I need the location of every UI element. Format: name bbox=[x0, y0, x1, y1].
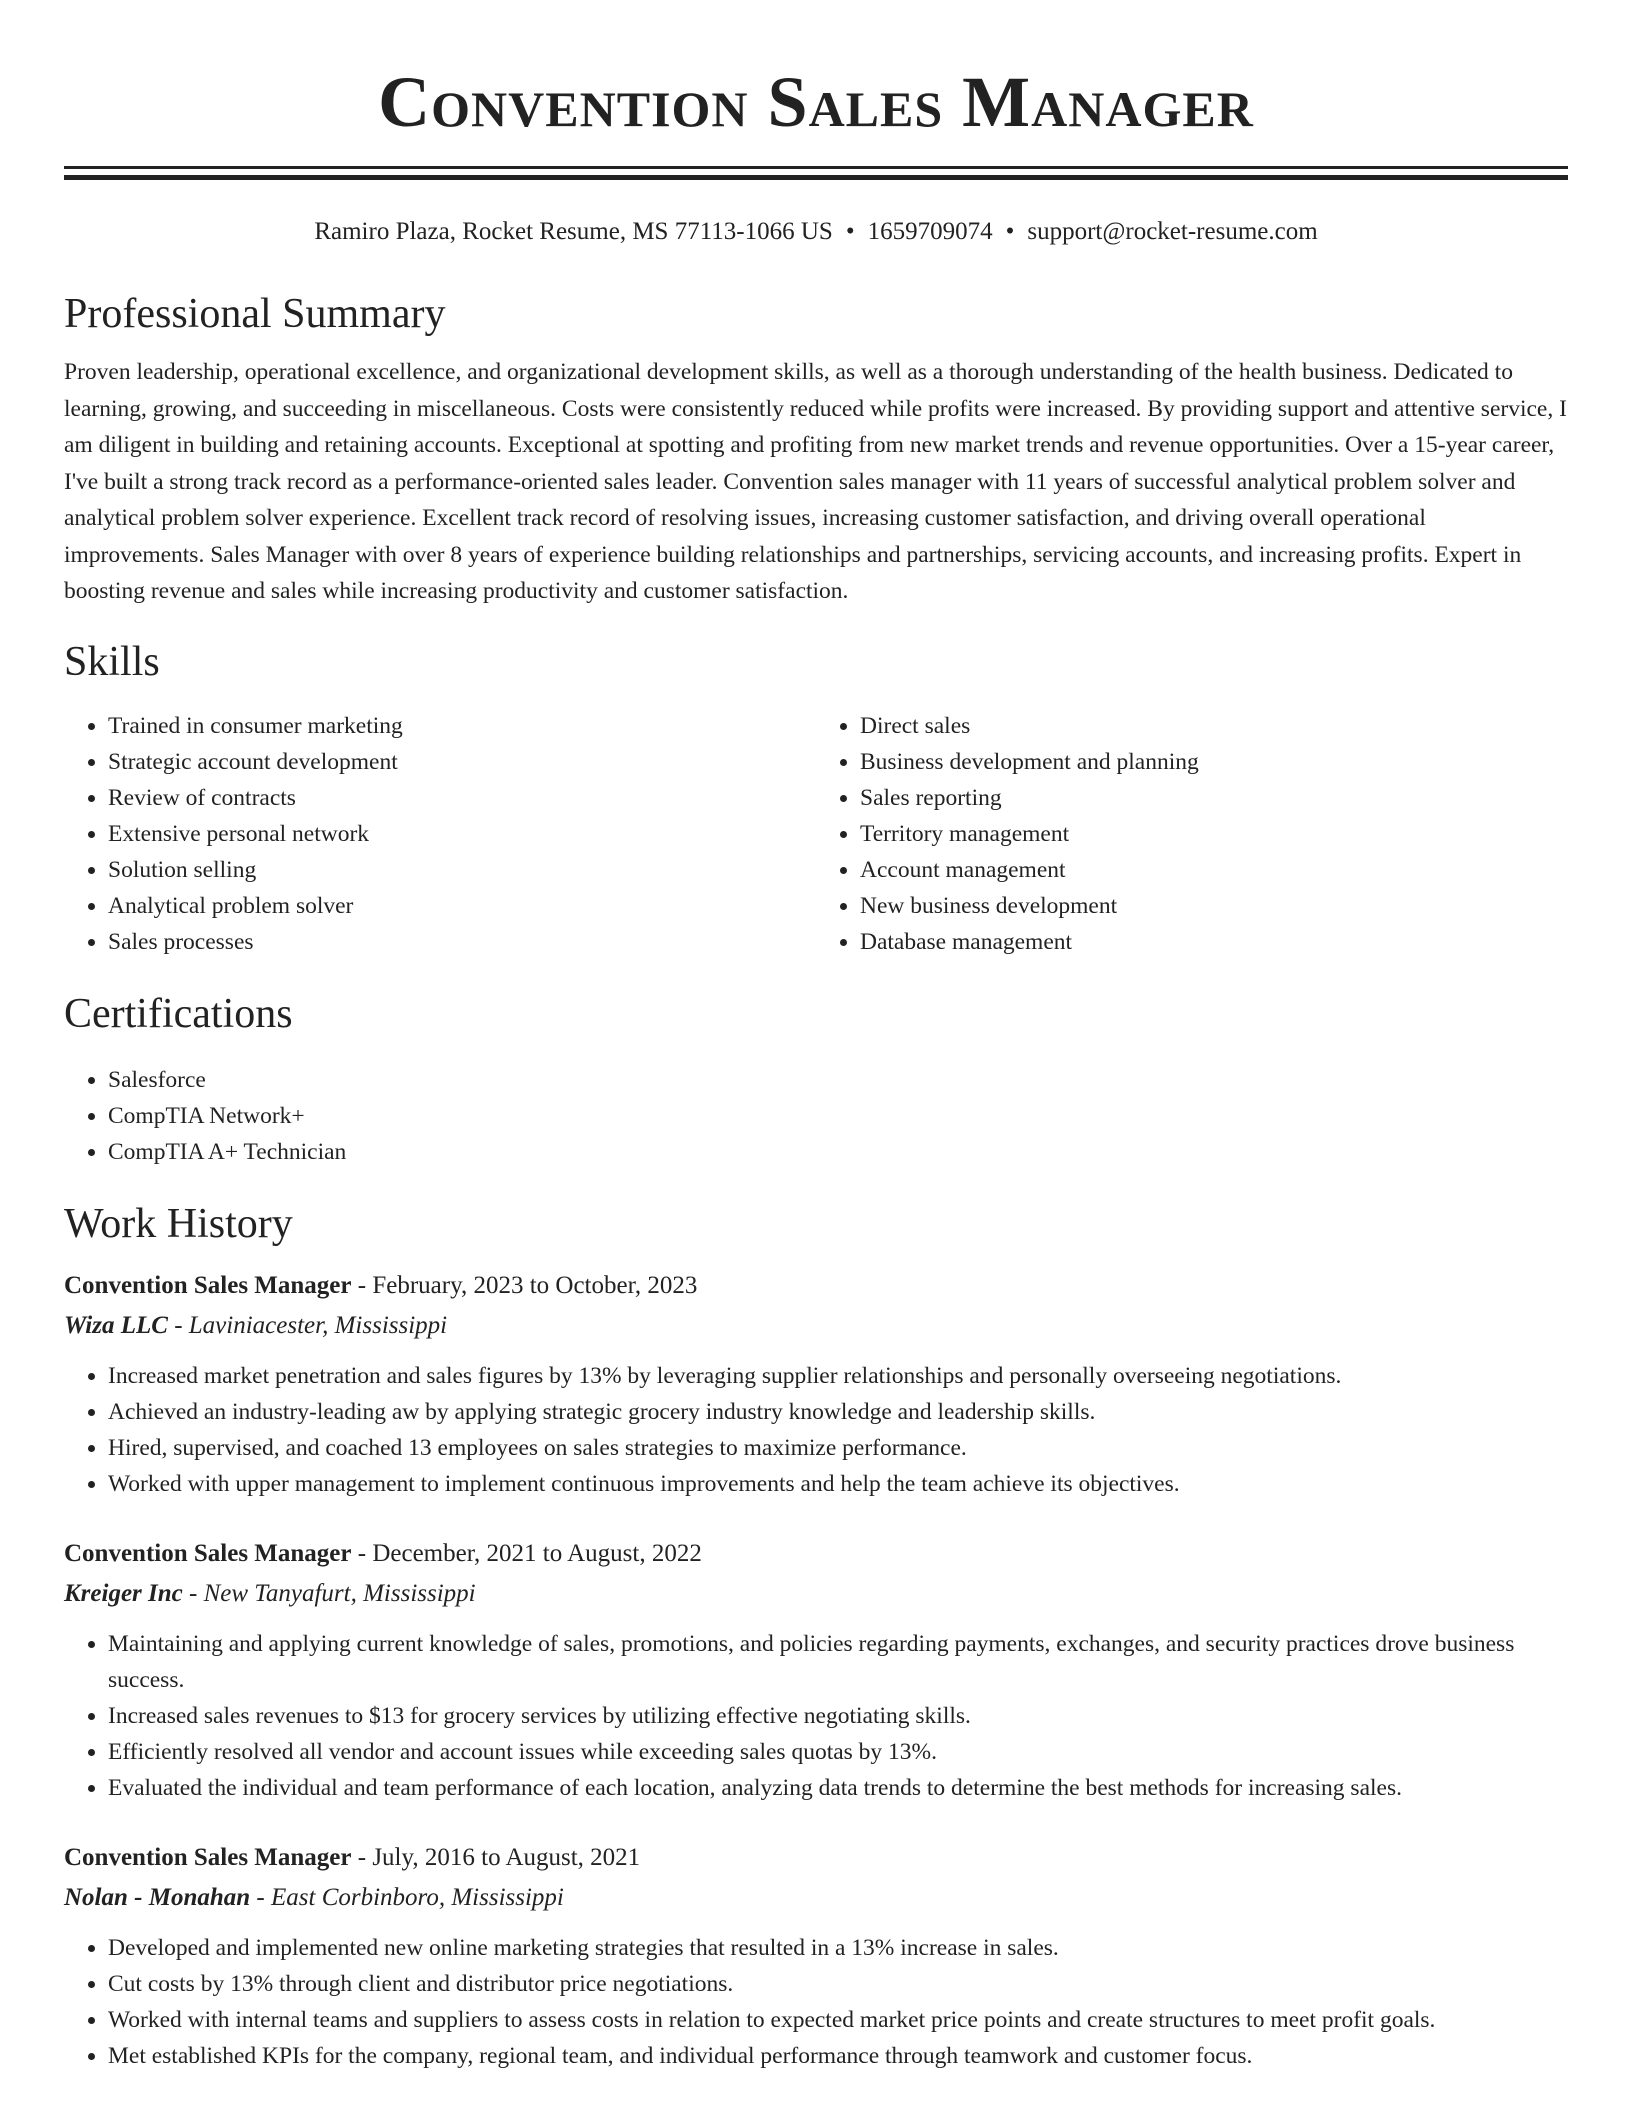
job-entry bbox=[64, 1534, 1568, 1806]
contact-line bbox=[64, 216, 1568, 248]
certification-item: • CompTIA A+ Technician bbox=[108, 1134, 1568, 1170]
title-rule-thin bbox=[64, 166, 1568, 169]
skill-item: • Trained in consumer marketing bbox=[108, 708, 816, 744]
skill-item: • Analytical problem solver bbox=[108, 888, 816, 924]
job-title: Convention Sales Manager bbox=[64, 1271, 352, 1299]
contact-address: Ramiro Plaza, Rocket Resume, MS 77113-1066 US bbox=[314, 218, 833, 245]
contact-separator: • bbox=[1005, 218, 1015, 245]
certification-item: • CompTIA Network+ bbox=[108, 1098, 1568, 1134]
skill-item: • Direct sales bbox=[860, 708, 1568, 744]
contact-separator: • bbox=[845, 218, 855, 245]
job-dates: February, 2023 to October, 2023 bbox=[372, 1271, 698, 1299]
contact-phone: 1659709074 bbox=[867, 218, 993, 245]
job-bullet: • Increased sales revenues to $13 for grocery services by utilizing effective negotiating skills. bbox=[108, 1698, 1568, 1734]
skill-item: • Sales reporting bbox=[860, 780, 1568, 816]
job-bullet: • Achieved an industry-leading aw by applying strategic grocery industry knowledge and leadership skills. bbox=[108, 1394, 1568, 1430]
job-bullet: • Worked with upper management to implement continuous improvements and help the team achieve its objectives. bbox=[108, 1466, 1568, 1502]
skill-item: • Sales processes bbox=[108, 924, 816, 960]
job-company-line: Wiza LLC - Laviniacester, Mississippi bbox=[64, 1311, 448, 1339]
skill-item: • Review of contracts bbox=[108, 780, 816, 816]
work-history-heading: Work History bbox=[64, 1200, 293, 1247]
summary-text: Proven leadership, operational excellence, and organizational development skills, as well as a thorough understanding of the health business. Dedicated to learning, growing, and succeeding in miscellaneous. Costs were consistently reduced while profits were increased. By providing support and attentive service, I am diligent in building and retaining accounts. Exceptional at spotting and profiting from new market trends and revenue opportunities. Over a 15-year career, I've built a strong track record as a performance-oriented sales leader. Convention sales manager with 11 years of successful analytical problem solver and analytical problem solver experience. Excellent track record of resolving issues, increasing customer satisfaction, and driving overall operational improvements. Sales Manager with over 8 years of experience building relationships and partnerships, servicing accounts, and increasing profits. Expert in boosting revenue and sales while increasing productivity and customer satisfaction. bbox=[64, 359, 1567, 604]
job-bullet: • Increased market penetration and sales figures by 13% by leveraging supplier relationships and personally overseeing negotiations. bbox=[108, 1358, 1568, 1394]
job-location: Laviniacester, Mississippi bbox=[188, 1311, 448, 1339]
job-bullet: • Developed and implemented new online marketing strategies that resulted in a 13% increase in sales. bbox=[108, 1930, 1568, 1966]
certifications-list bbox=[64, 1062, 1568, 1170]
skill-item: • Territory management bbox=[860, 816, 1568, 852]
job-bullet: • Hired, supervised, and coached 13 employees on sales strategies to maximize performance. bbox=[108, 1430, 1568, 1466]
job-location: New Tanyafurt, Mississippi bbox=[203, 1579, 476, 1607]
resume-title: Convention Sales Manager bbox=[378, 62, 1254, 142]
job-company-line: Nolan - Monahan - East Corbinboro, Mississippi bbox=[64, 1883, 564, 1911]
skill-item: • Database management bbox=[860, 924, 1568, 960]
job-bullets bbox=[64, 1358, 1568, 1502]
job-bullets bbox=[64, 1626, 1568, 1806]
skill-item: • New business development bbox=[860, 888, 1568, 924]
job-bullet: • Met established KPIs for the company, regional team, and individual performance through teamwork and customer focus. bbox=[108, 2038, 1568, 2074]
job-entry bbox=[64, 1266, 1568, 1502]
certification-item: • Salesforce bbox=[108, 1062, 1568, 1098]
job-entry bbox=[64, 1838, 1568, 2074]
job-bullet: • Evaluated the individual and team performance of each location, analyzing data trends to determine the best methods for increasing sales. bbox=[108, 1770, 1568, 1806]
job-location: East Corbinboro, Mississippi bbox=[271, 1883, 564, 1911]
skills-columns bbox=[64, 708, 1568, 960]
skill-item: • Extensive personal network bbox=[108, 816, 816, 852]
skill-item: • Account management bbox=[860, 852, 1568, 888]
job-company: Nolan - Monahan bbox=[64, 1883, 251, 1911]
job-bullet: • Worked with internal teams and suppliers to assess costs in relation to expected market price points and create structures to meet profit goals. bbox=[108, 2002, 1568, 2038]
summary-heading: Professional Summary bbox=[64, 291, 446, 337]
job-title: Convention Sales Manager bbox=[64, 1539, 352, 1567]
job-bullet: • Maintaining and applying current knowledge of sales, promotions, and policies regarding payments, exchanges, and security practices drove business success. bbox=[108, 1626, 1568, 1698]
title-rule-thick bbox=[64, 175, 1568, 180]
job-dates: December, 2021 to August, 2022 bbox=[372, 1539, 702, 1567]
job-bullet: • Cut costs by 13% through client and distributor price negotiations. bbox=[108, 1966, 1568, 2002]
resume-page bbox=[64, 0, 1568, 2074]
job-title-line: Convention Sales Manager - February, 2023 to October, 2023 bbox=[64, 1271, 698, 1299]
skill-item: • Business development and planning bbox=[860, 744, 1568, 780]
job-company-line: Kreiger Inc - New Tanyafurt, Mississippi bbox=[64, 1579, 476, 1607]
skill-item: • Solution selling bbox=[108, 852, 816, 888]
job-bullets bbox=[64, 1930, 1568, 2074]
job-company: Kreiger Inc bbox=[64, 1579, 183, 1607]
job-title-line: Convention Sales Manager - December, 2021 to August, 2022 bbox=[64, 1539, 702, 1567]
skills-heading: Skills bbox=[64, 638, 160, 685]
certifications-heading: Certifications bbox=[64, 990, 293, 1037]
skills-list-right bbox=[816, 708, 1568, 960]
contact-email[interactable]: support@rocket-resume.com bbox=[1027, 218, 1318, 245]
job-dates: July, 2016 to August, 2021 bbox=[372, 1843, 641, 1871]
skill-item: • Strategic account development bbox=[108, 744, 816, 780]
job-title: Convention Sales Manager bbox=[64, 1843, 352, 1871]
job-bullet: • Efficiently resolved all vendor and account issues while exceeding sales quotas by 13%. bbox=[108, 1734, 1568, 1770]
skills-list-left bbox=[64, 708, 816, 960]
job-title-line: Convention Sales Manager - July, 2016 to August, 2021 bbox=[64, 1843, 641, 1871]
job-company: Wiza LLC bbox=[64, 1311, 168, 1339]
